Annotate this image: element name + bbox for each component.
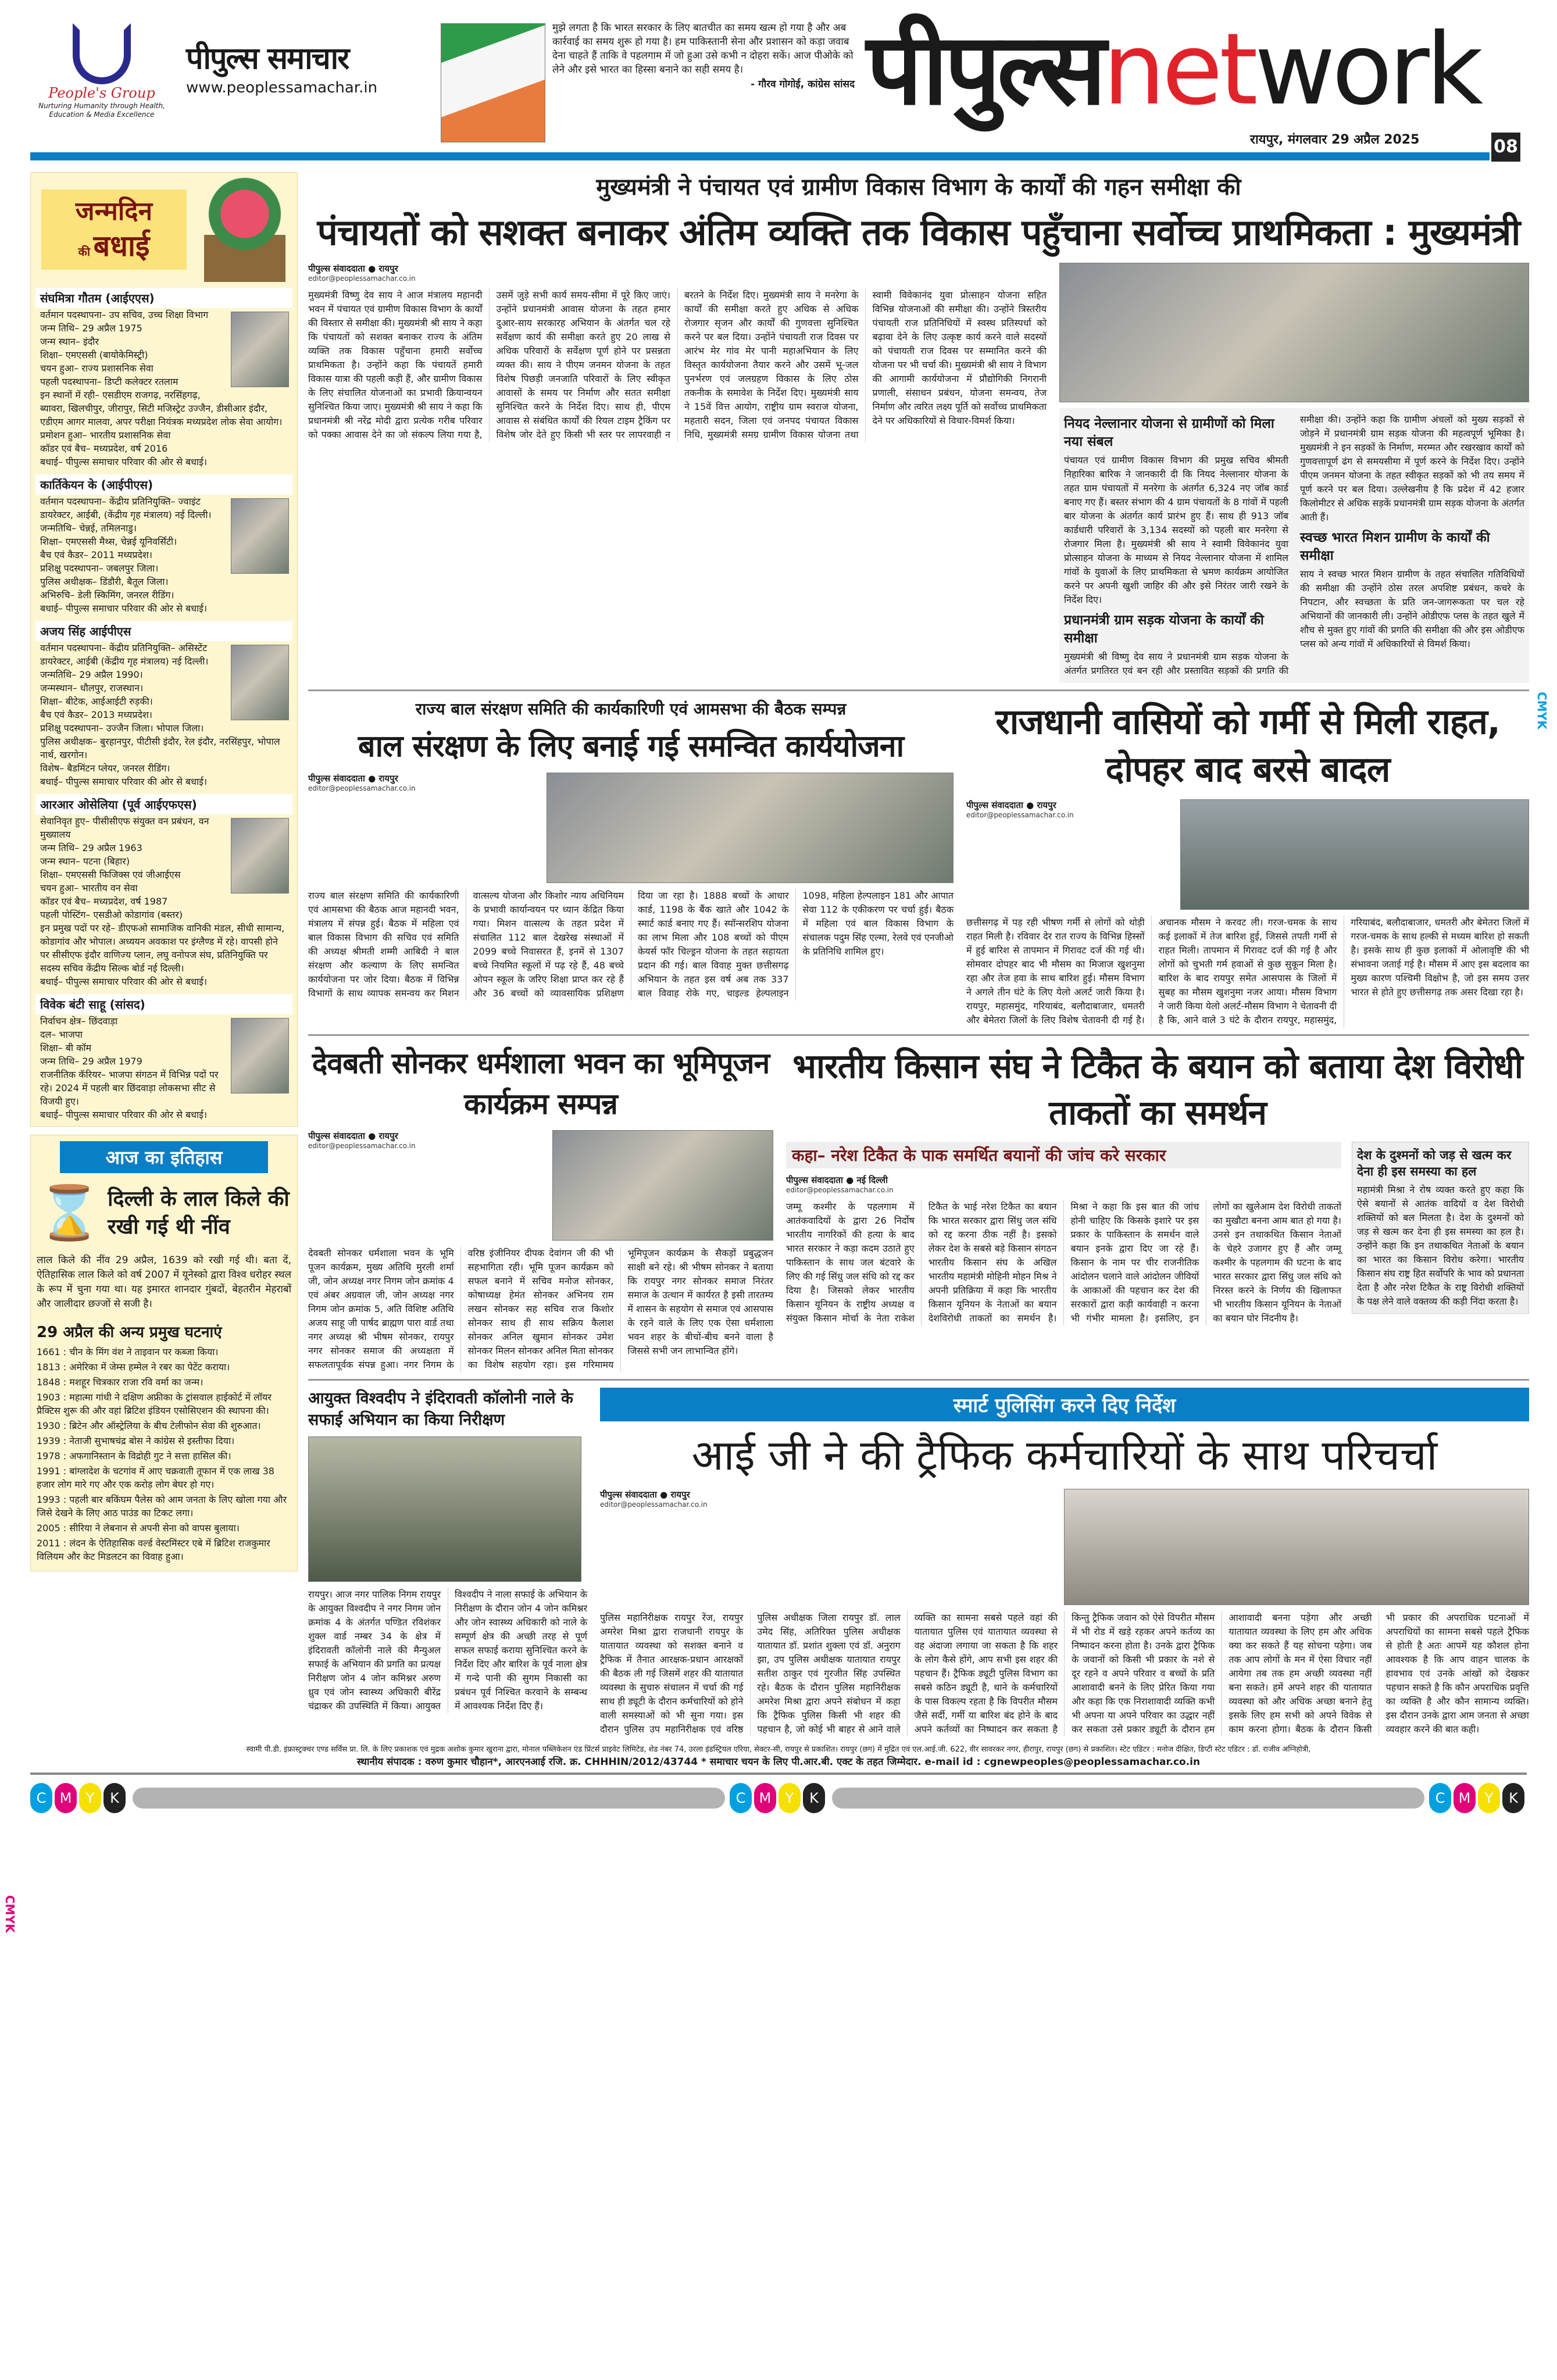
side-cmyk-mark: CMYK bbox=[3, 1895, 17, 1933]
birthday-entry bbox=[35, 288, 292, 469]
birthday-detail: जन्म स्थान– पटना (बिहार) bbox=[40, 856, 130, 867]
cmyk-dot-k: K bbox=[803, 1783, 825, 1813]
history-event: 1993 : पहली बार बकिंघम पैलेस को आम जनता के लिए खोला गया और जिसे देखने के लिए आठ पाउंड का टिकट लगा। bbox=[37, 1494, 287, 1518]
birthday-person-name: अजय सिंह आईपीएस bbox=[35, 621, 292, 641]
side-cmyk-mark: CMYK bbox=[1535, 692, 1549, 730]
flower-basket-image bbox=[204, 177, 285, 282]
cmyk-dot-m: M bbox=[754, 1783, 776, 1813]
birthday-detail: बधाई– पीपुल्स समाचार परिवार की ओर से बधाई। bbox=[40, 776, 208, 787]
lead-byline-block bbox=[308, 263, 1047, 283]
birthday-title-bottom: बधाई bbox=[93, 229, 150, 263]
masthead-work: work bbox=[1254, 12, 1480, 127]
birthday-detail: प्रशिक्षु पदस्थापना– उज्जैन जिला। भोपाल जिला। bbox=[40, 723, 204, 734]
kisan-side-text: महामंत्री मिश्रा ने रोष व्यक्त करते हुए कहा कि ऐसे बयानों से आतंक वादियों व देश विरोधी शक्तियों को बल मिलता है। देश के दुश्मनों को जड़ से खत्म कर देना ही इस समस्या का हल है। उन्होंने कहा कि इन तथाकथित नेताओं के बयान का भारत का किसान विरोध करेगा। भारतीय किसान संघ राष्ट्र हित सर्वोपरि के भाव को प्रधानता देता है और नरेश टिकैत के राष्ट्र विरोधी शक्तियों के पक्ष लेने वाले वक्तव्य की कड़ी निंदा करता है। bbox=[1357, 1184, 1524, 1307]
birthday-detail: इन स्थानों में रही– एसडीएम राजगढ़, नरसिंहगढ़, ब्यावरा, खिलचीपुर, जीरापुर, सिटी मजिस्ट्रेट उज्जैन, डीसीआर इंदौर, एडीएम आगर मालवा, अपर परीक्षा नियंत्रक मध्यप्रदेश लोक सेवा आयोग। bbox=[40, 389, 283, 427]
history-event: 2011 : लंदन के ऐतिहासिक वर्ल्ड वेस्टमिंस्टर एबे में ब्रिटिश राजकुमार विलियम और केट मिडलटन का विवाह हुआ। bbox=[37, 1538, 270, 1562]
child-protection-story bbox=[308, 698, 954, 1000]
child-byline: पीपुल्स संवाददाता ● रायपुर bbox=[308, 773, 398, 784]
cmyk-dot-y: Y bbox=[79, 1783, 101, 1813]
weather-headline: राजधानी वासियों को गर्मी से मिली राहत, दोपहर बाद बरसे बादल bbox=[995, 702, 1500, 790]
birthday-person-photo bbox=[231, 645, 289, 720]
lead-headline: पंचायतों को सशक्त बनाकर अंतिम व्यक्ति तक विकास पहुँचाना सर्वोच्च प्राथमिकता : मुख्यमंत्री bbox=[317, 211, 1520, 253]
history-column bbox=[30, 1135, 298, 1571]
birthday-list bbox=[35, 288, 292, 1121]
dharamshala-byline: पीपुल्स संवाददाता ● रायपुर bbox=[308, 1131, 398, 1141]
birthday-detail: शिक्षा– बीटेक, आईआईटी रुड़की। bbox=[40, 696, 153, 707]
history-event: 1991 : बांग्लादेश के चटगांव में आए चक्रवाती तूफान में एक लाख 38 हजार लोग मारे गए और एक करोड़ लोग बेघर हो गए। bbox=[37, 1466, 274, 1490]
row-2 bbox=[308, 698, 1529, 1027]
lead-content bbox=[308, 263, 1529, 682]
lead-story bbox=[308, 172, 1529, 682]
quote-author: - गौरव गोगोई, कांग्रेस सांसद bbox=[751, 78, 855, 90]
footer bbox=[0, 1736, 1557, 1821]
birthday-person-photo bbox=[231, 498, 289, 574]
birthday-person-name: संघमित्रा गौतम (आईएएस) bbox=[35, 288, 292, 308]
birthday-person-name: विवेक बंटी साहू (सांसद) bbox=[35, 994, 292, 1014]
sidebar-text: मुख्यमंत्री श्री विष्णु देव साय ने प्रधानमंत्री ग्राम सड़क योजना के अंतर्गत प्रगतिरत एवं बन रही और प्रस्तावित सड़कों की प्रगति की समीक्षा की। उन्होंने कहा कि ग्रामीण अंचलों को मुख्य सड़कों से जोड़ने में प्रधानमंत्री ग्राम सड़क योजना की महत्वपूर्ण भूमिका है। मुख्यमंत्री ने इन सड़कों के निर्माण, मरम्मत और रखरखाव कार्यों को गुणवत्तापूर्ण ढंग से समयसीमा में पूर्ण करने के निर्देश दिए। उन्होंने पीएम जनमन योजना के तहत स्वीकृत सड़कों को भी तय समय में पूर्ण करने पर बल दिया। उल्लेखनीय है कि प्रदेश में 42 हजार किलोमीटर से अधिक सड़कें प्रधानमंत्री ग्राम सड़क योजना के अंतर्गत आती हैं। bbox=[1064, 414, 1524, 676]
birthday-detail: निर्वाचन क्षेत्र– छिंदवाड़ा bbox=[40, 1016, 118, 1027]
divider bbox=[308, 689, 1529, 691]
cmyk-dot-k: K bbox=[1502, 1783, 1524, 1813]
dharamshala-body: देवबती सोनकर धर्मशाला भवन के भूमि पूजन कार्यक्रम, मुख्य अतिथि मुरली शर्मा जी, जोन अध्यक्ष नगर निगम जोन क्रमांक 4 एवं अंबर अग्रवाल जी, जोन अध्यक्ष नगर निगम जोन क्रमांक 5, अति विशिष्ट अतिथि अजय साहू जी पार्षद ब्राह्मण पारा वार्ड तथा नगर अध्यक्ष श्री भीषम सोनकर, रायपुर नगर सोनकर समाज की अध्यक्षता में सफलतापूर्वक संपन्न हुआ। नगर निगम के वरिष्ठ इंजीनियर दीपक देवांगन जी की भी सहभागिता रही। भूमि पूजन कार्यक्रम को सफल बनाने में सचिव मनोज सोनकर, कोषाध्यक्ष हेमंत सोनकर अभिनय राम लखन सोनकर सह सचिव राज किशोर सोनकर साथ ही साथ सक्रिय कैलाश सोनकर अनिल खुमान सोनकर उमेश सोनकर मिलन सोनकर अनिल मिता सोनकर का विशेष सहयोग रहा। इस गरिमामय भूमिपूजन कार्यक्रम के सैकड़ों प्रबुद्धजन साक्षी बने रहे। श्री भीषम सोनकर ने बताया कि रायपुर नगर सोनकर समाज निरंतर समाज के उत्थान में कार्यरत है इसी तारतम्य में शासन के सहयोग से समाज एवं आसपास के रहने वाले के लिए एक ऐसा धर्मशाला भवन शहर के बीचों-बीच बनने वाला है जिससे सभी जन लाभान्वित होंगे। bbox=[308, 1248, 773, 1370]
history-event: 1813 : अमेरिका में जेम्स हम्मेल ने रबर का पेटेंट कराया। bbox=[37, 1361, 230, 1373]
samachar-url[interactable]: www.peoplessamachar.in bbox=[186, 79, 378, 97]
dharamshala-email: editor@peoplessamachar.co.in bbox=[308, 1142, 416, 1150]
birthday-detail: जन्म तिथि– 29 अप्रैल 1979 bbox=[40, 1056, 142, 1067]
kisan-main-block bbox=[786, 1142, 1341, 1325]
left-column bbox=[30, 172, 298, 1571]
samachar-logo-text: पीपुल्स समाचार bbox=[186, 41, 349, 76]
events-list bbox=[37, 1345, 291, 1563]
birthday-detail: दल– भाजपा bbox=[40, 1029, 83, 1040]
kisan-headline: भारतीय किसान संघ ने टिकैत के बयान को बताया देश विरोधी ताकतों का समर्थन bbox=[792, 1046, 1523, 1132]
child-byline-block bbox=[308, 773, 416, 792]
birthday-detail: बधाई– पीपुल्स समाचार परिवार की ओर से बधाई। bbox=[40, 1109, 208, 1120]
birthday-person-name: कार्तिकेयन के (आईपीएस) bbox=[35, 474, 292, 495]
police-headline: आई जी ने की ट्रैफिक कर्मचारियों के साथ परिचर्चा bbox=[691, 1431, 1438, 1480]
history-event: 1661 : चीन के मिंग वंश ने ताइवान पर कब्जा किया। bbox=[37, 1346, 219, 1357]
birthday-entry bbox=[35, 794, 292, 988]
police-byline: पीपुल्स संवाददाता ● रायपुर bbox=[600, 1489, 690, 1500]
birthday-detail: बधाई– पीपुल्स समाचार परिवार की ओर से बधाई। bbox=[40, 603, 208, 614]
dateline: रायपुर, मंगलवार 29 अप्रैल 2025 bbox=[1250, 133, 1420, 147]
dharamshala-headline: देवबती सोनकर धर्मशाला भवन का भूमिपूजन कार्यक्रम सम्पन्न bbox=[312, 1046, 770, 1121]
birthday-entry bbox=[35, 994, 292, 1121]
divider bbox=[308, 1034, 1529, 1036]
weather-body: छत्तीसगढ़ में पड़ रही भीषण गर्मी से लोगों को थोड़ी राहत मिली है। रविवार देर रात राज्य के विभिन्न हिस्सों में हुई बारिश से तापमान में गिरावट दर्ज की गई थी। सोमवार दोपहर बाद भी मौसम का मिजाज खुशनुमा रहा और तेज हवा के साथ बारिश हुई। मौसम विभाग ने अगले तीन घंटे के लिए येलो अलर्ट जारी किया है। रायपुर, महासमुंद, गरियाबंद, बलौदाबाजार, धमतरी और बेमेतरा जिलों के लिए विशेष चेतावनी दी गई है। अचानक मौसम ने करवट ली। गरज-चमक के साथ कई इलाकों में तेज बारिश हुई, जिससे तपती गर्मी से राहत मिली। तापमान में गिरावट दर्ज की गई है और लोगों को चुभती गर्म हवाओं से कुछ सुकून मिला है। बारिश के बाद रायपुर समेत आसपास के जिलों में सुबह का मौसम खुशनुमा नजर आया। मौसम विभाग ने जारी किया येलो अलर्ट-मौसम विभाग ने चेतावनी दी है कि, आने वाले 3 घंटे के दौरान रायपुर, महासमुंद, गरियाबंद, बलौदाबाजार, धमतरी और बेमेतरा जिलों में गरज-चमक के साथ हल्की से मध्यम बारिश हो सकती है। इसके साथ ही कुछ इलाकों में ओलावृष्टि की भी संभावना जताई गई है। मौसम में आए इस बदलाव का मुख्य कारण पश्चिमी विक्षोभ है, जो इस समय उत्तर भारत से होते हुए छत्तीसगढ़ तक असर दिखा रहा है। bbox=[966, 917, 1529, 1025]
birthday-detail: इन प्रमुख पदों पर रहे– डीएफओ सामाजिक वानिकी मंडल, सीधी सामान्य, कोडागांव और भोपाल। अध्ययन अवकाश पर इंग्लैण्ड में रहे। वापसी होने पर सीसीएफ इंदौर वाणिज्य प्लान, लघु वनोपज संघ, प्रतिनियुक्ति पर सदस्य सचिव केंद्रीय सिल्क बोर्ड नई दिल्ली। bbox=[40, 923, 285, 974]
weather-byline: पीपुल्स संवाददाता ● रायपुर bbox=[966, 800, 1056, 810]
cmyk-dot-k: K bbox=[103, 1783, 126, 1813]
kisan-content bbox=[786, 1142, 1529, 1325]
kisan-side-box bbox=[1352, 1142, 1529, 1314]
nala-inspection-photo bbox=[308, 1436, 581, 1582]
birthday-person-photo bbox=[231, 818, 289, 894]
group-tagline: Nurturing Humanity through Health, Education & Media Excellence bbox=[38, 102, 165, 119]
birthday-detail: प्रशिक्षु पदस्थापना– जबलपुर जिला। bbox=[40, 563, 159, 574]
quote-text: मुझे लगता है कि भारत सरकार के लिए बातचीत का समय खत्म हो गया है और अब कार्रवाई का समय शुरू हो गया है। हम पाकिस्तानी सेना और प्रशासन को कड़ा जवाब देना चाहते हैं ताकि वे पहलगाम में जो हुआ उसे कभी न दोहरा सकें। आज पीओके को लेने और इसे भारत का हिस्सा बनाने का सही समय है। bbox=[552, 22, 854, 76]
birthday-detail: पहली पोस्टिंग– एसडीओ कोडागांव (बस्तर) bbox=[40, 909, 183, 920]
birthday-detail: जन्मस्थान– धौलपुर, राजस्थान। bbox=[40, 682, 144, 694]
lead-email: editor@peoplessamachar.co.in bbox=[308, 274, 416, 283]
birthday-detail: बैच एवं कैडर– 2013 मध्यप्रदेश। bbox=[40, 709, 152, 720]
sidebar-text: पंचायत एवं ग्रामीण विकास विभाग की प्रमुख सचिव श्रीमती निहारिका बारिक ने जानकारी दी कि नियद नेल्लानार योजना के तहत ग्राम पंचायतों में मनरेगा के अंतर्गत 6,324 नए जॉब कार्ड बनाए गए हैं। बस्तर संभाग की 4 ग्राम पंचायतों के 8 गांवों में पहली बार योजना के अंतर्गत कार्य प्रारंभ हुए हैं। साथ ही 913 जॉब कार्डधारी परिवारों के 3,134 सदस्यों को पहली बार मनरेगा से रोजगार मिला है। मुख्यमंत्री श्री साय ने स्वामी विवेकानंद युवा प्रोत्साहन योजना के माध्यम से नियद नेल्लानार योजना में शामिल गांवों के युवाओं के लिए प्राथमिकता से भ्रमण कार्यक्रम आयोजित करने पर अपनी खुशी जाहिर की और इसे निरंतर जारी रखने के निर्देश दिए। bbox=[1064, 455, 1288, 605]
divider bbox=[308, 1379, 1529, 1381]
police-kicker: स्मार्ट पुलिसिंग करने दिए निर्देश bbox=[600, 1388, 1529, 1421]
footer-rule bbox=[30, 1773, 1527, 1775]
birthday-detail: कॉडर एवं बैच– मध्यप्रदेश, वर्ष 2016 bbox=[40, 443, 168, 454]
cmyk-dot-c: C bbox=[1429, 1783, 1451, 1813]
birthday-detail: पहली पदस्थापना– डिप्टी कलेक्टर रतलाम bbox=[40, 376, 178, 387]
birthday-detail: बधाई– पीपुल्स समाचार परिवार की ओर से बधाई। bbox=[40, 456, 208, 467]
history-headline: दिल्ली के लाल किले की रखी गई थी नींव bbox=[108, 1187, 290, 1239]
dharamshala-story bbox=[308, 1043, 773, 1372]
ig-meeting-photo bbox=[1064, 1489, 1529, 1605]
registration-gray-bar bbox=[832, 1788, 1424, 1809]
events-title: 29 अप्रैल की अन्य प्रमुख घटनाएं bbox=[37, 1324, 222, 1341]
bhoomipujan-photo bbox=[552, 1130, 773, 1241]
birthday-detail: वर्तमान पदस्थापना– उप सचिव, उच्च शिक्षा विभाग bbox=[40, 309, 209, 320]
hourglass-icon: ⌛ bbox=[37, 1182, 102, 1243]
row-3 bbox=[308, 1043, 1529, 1372]
lead-right-block bbox=[1059, 263, 1529, 682]
birthday-detail: राजनीतिक कॅरियर– भाजपा संगठन में विभिन्न पदों पर रहे। 2024 में पहली बार छिंदवाड़ा लोकसभा सीट से विजयी हुए। bbox=[40, 1069, 219, 1107]
rain-street-photo bbox=[1180, 799, 1529, 910]
history-event: 1848 : मशहूर चित्रकार राजा रवि वर्मा का जन्म। bbox=[37, 1377, 203, 1388]
lead-byline: पीपुल्स संवाददाता ● रायपुर bbox=[308, 263, 398, 274]
commissioner-headline: आयुक्त विश्वदीप ने इंदिरावती कॉलोनी नाले के सफाई अभियान का किया निरीक्षण bbox=[308, 1389, 573, 1429]
birthday-detail: विशेष– बैडमिंटन प्लेयर, जनरल रीडिंग। bbox=[40, 763, 170, 774]
birthday-detail: पुलिस अधीक्षक– बुरहानपुर, पीटीसी इंदौर, रेल इंदौर, नरसिंहपुर, भोपाल नार्थ, खरगोन। bbox=[40, 736, 280, 760]
birthday-detail: शिक्षा– एमएससी मैथ्स, चेन्नई यूनिवर्सिटी। bbox=[40, 536, 177, 547]
birthday-entry bbox=[35, 621, 292, 788]
history-event: 1978 : अफगानिस्तान के विद्रोही गुट ने सत्ता हासिल की। bbox=[37, 1450, 231, 1461]
history-event: 1930 : ब्रिटेन और ऑस्ट्रेलिया के बीच टेलीफोन सेवा की शुरुआत। bbox=[37, 1420, 261, 1431]
history-event: 1903 : महात्मा गांधी ने दक्षिण अफ्रीका के ट्रांसवाल हाईकोर्ट में लॉयर प्रैक्टिस शुरू की और वहां ब्रिटिश इंडियन एसोसिएशन की स्थापना की। bbox=[37, 1392, 272, 1416]
sidebar-heading: नियद नेल्लानार योजना से ग्रामीणों को मिला नया संबल bbox=[1064, 416, 1274, 449]
kisan-side-heading: देश के दुश्मनों को जड़ से खत्म कर देना ही इस समस्या का हल bbox=[1357, 1148, 1512, 1178]
masthead-net: net bbox=[1102, 12, 1255, 127]
lead-kicker: मुख्यमंत्री ने पंचायत एवं ग्रामीण विकास विभाग के कार्यों की गहन समीक्षा की bbox=[596, 174, 1241, 201]
birthday-title-top: जन्मदिन bbox=[75, 196, 153, 226]
dharamshala-byline-block bbox=[308, 1130, 416, 1150]
birthday-detail: जन्म स्थान– इंदौर bbox=[40, 336, 99, 347]
birthday-detail: जन्म तिथि– 29 अप्रैल 1963 bbox=[40, 842, 142, 853]
cmyk-dot-y: Y bbox=[1478, 1783, 1500, 1813]
cmyk-registration-bar bbox=[30, 1781, 1527, 1816]
child-kicker: राज्य बाल संरक्षण समिति की कार्यकारिणी एवं आमसभा की बैठक सम्पन्न bbox=[415, 699, 847, 719]
kisan-story bbox=[786, 1043, 1529, 1325]
birthday-person-name: आरआर ओसेलिया (पूर्व आईएफएस) bbox=[35, 794, 292, 814]
masthead-hindi: पीपुल्स bbox=[866, 12, 1103, 127]
weather-story bbox=[966, 698, 1529, 1027]
police-byline-block bbox=[600, 1489, 708, 1509]
child-meta bbox=[308, 773, 954, 883]
lead-body: मुख्यमंत्री विष्णु देव साय ने आज मंत्रालय महानदी भवन में पंचायत एवं ग्रामीण विकास विभाग के कार्यों की विस्तार से समीक्षा की। मुख्यमंत्री श्री साय ने कहा कि पंचायतों को सशक्त बनाकर राज्य के अंतिम व्यक्ति तक विकास पहुँचाना हमारी सर्वोच्च प्राथमिकता है। उन्होंने कहा कि पंचायतें हमारी विकास यात्रा की पहली कड़ी हैं, और ग्रामीण विकास के लिए संचालित योजनाओं का प्रभावी क्रियान्वयन सुनिश्चित किया जाए। मुख्यमंत्री श्री साय ने कहा कि प्रधानमंत्री श्री नरेंद्र मोदी द्वारा प्रत्येक गरीब परिवार को पक्का आवास देने का जो संकल्प लिया गया है, उसमें जुड़े सभी कार्य समय-सीमा में पूरे किए जाएं। उन्होंने प्रधानमंत्री आवास योजना के तहत हमार दुआर-साय सरकारह अभियान के अंतर्गत चल रहे सर्वेक्षण कार्य की समीक्षा करते हुए 20 लाख से अधिक परिवारों के सर्वेक्षण पूर्ण होने पर प्रसन्नता व्यक्त की। साय ने पीएम जनमन योजना के तहत विशेष पिछड़ी जनजाति परिवारों के लिए स्वीकृत आवासों के समय पर निर्माण और सतत समीक्षा सुनिश्चित करने के निर्देश दिए। साथ ही, पीएम आवास से संबंधित कार्यों की रियल टाइम ट्रैकिंग पर विशेष जोर देते हुए किसी भी स्तर पर लापरवाही न बरतने के निर्देश दिए। मुख्यमंत्री साय ने मनरेगा के कार्यों की समीक्षा करते हुए अधिक से अधिक रोजगार सृजन और कार्यों की गुणवत्ता सुनिश्चित करने पर बल दिया। उन्होंने पंचायती राज दिवस पर आरंभ मेर गांव मेर पानी महाअभियान के लिए विस्तृत कार्ययोजना तैयार करने और उसमें भू-जल पुनर्भरण एवं जलग्रहण विकास के लिए ठोस तकनीक के समावेश के निर्देश दिए। मुख्यमंत्री साय ने 15वें वित्त आयोग, राष्ट्रीय ग्राम स्वराज योजना, महतारी सदन, जिला एवं जनपद पंचायत विकास निधि, मुख्यमंत्री समग्र ग्रामीण विकास योजना तथा स्वामी विवेकानंद युवा प्रोत्साहन योजना सहित विभिन्न योजनाओं की समीक्षा की। उन्होंने त्रिस्तरीय पंचायती राज प्रतिनिधियों में स्वस्थ प्रतिस्पर्धा को बढ़ावा देने के लिए उत्कृष्ट कार्य करने वाले सदस्यों को पंचायती राज दिवस पर सम्मानित करने की योजना पर भी चर्चा की। मुख्यमंत्री श्री साय ने विभाग की आगामी कार्ययोजना में प्रौद्योगिकी निगरानी प्रणाली, संसाधन प्रबंधन, योजना समन्वय, तेज निर्माण और त्वरित लक्ष्य पूर्ति को सर्वोच्च प्राथमिकता देने पर अधिकारियों से विचार-विमर्श किया। bbox=[308, 290, 1047, 440]
birthday-detail: जन्म तिथि– 29 अप्रैल 1975 bbox=[40, 323, 142, 334]
child-email: editor@peoplessamachar.co.in bbox=[308, 784, 416, 792]
kisan-byline-block bbox=[786, 1174, 1341, 1194]
birthday-detail: चयन हुआ– राज्य प्रशासनिक सेवा bbox=[40, 363, 153, 374]
birthday-detail: शिक्षा– एमएससी (बायोकेमिस्ट्री) bbox=[40, 349, 148, 360]
police-email: editor@peoplessamachar.co.in bbox=[600, 1500, 708, 1509]
birthday-detail: पुलिस अधीक्षक– डिंडौरी, बैतूल जिला। bbox=[40, 576, 169, 587]
lead-sidebar bbox=[1059, 408, 1529, 682]
history-title: आज का इतिहास bbox=[60, 1141, 268, 1173]
footer-registration: स्थानीय संपादक : वरुण कुमार चौहान*, आरएनआई रजि. क्र. CHHHIN/2012/43744 * समाचार चयन के लिए पी.आर.बी. एक्ट के तहत जिम्मेदार. e-mail id : cgnewpeoples@peoplessamachar.co.in bbox=[356, 1756, 1201, 1768]
birthday-detail: बैच एवं कैडर– 2011 मध्यप्रदेश। bbox=[40, 549, 152, 560]
dharamshala-meta bbox=[308, 1130, 773, 1241]
history-body: लाल किले की नींव 29 अप्रैल, 1639 को रखी गई थी। बता दें, ऐतिहासिक लाल किले को वर्ष 2007 में यूनेस्को द्वारा विश्व धरोहर स्थल के रूप में चुना गया था। यह इमारत शानदार गुंबदों, बेहतरीन मेहराबों और जालीदार छज्जों से सजी है। bbox=[37, 1255, 291, 1310]
birthday-title-mid: की bbox=[78, 245, 91, 259]
child-meeting-photo bbox=[547, 773, 954, 883]
commissioner-body: रायपुर। आज नगर पालिक निगम रायपुर के आयुक्त विश्वदीप ने नगर निगम जोन क्रमांक 4 के अंतर्गत पण्डित रविशंकर शुक्ल वार्ड नम्बर 34 के क्षेत्र में इंदिरावती कॉलोनी नाले की मैन्युअल सफाई के अभियान की प्रगति का प्रत्यक्ष निरीक्षण जोन 4 जोन कमिश्नर अरुण ध्रुव एवं जोन स्वास्थ्य अधिकारी बीरेंद्र चंद्राकर की उपस्थिति में किया। आयुक्त विश्वदीप ने नाला सफाई के अभियान के निरीक्षण के दौरान जोन 4 जोन कमिश्नर और जोन स्वास्थ्य अधिकारी को नाले के सम्पूर्ण क्षेत्र की अच्छी तरह से पूर्ण सफल सफाई कराया सुनिश्चित करने के निर्देश दिए और बारिश के पूर्व नाला क्षेत्र में गन्दे पानी की सुगम निकासी का प्रबंधन पूर्व निश्चित करवाने के सम्बन्ध में आवश्यक निर्देश दिए हैं। bbox=[308, 1589, 587, 1711]
kisan-subhead: कहा– नरेश टिकैत के पाक समर्थित बयानों की जांच करे सरकार bbox=[786, 1142, 1341, 1168]
sidebar-heading: स्वच्छ भारत मिशन ग्रामीण के कार्यों की समीक्षा bbox=[1300, 530, 1490, 563]
weather-byline-block bbox=[966, 799, 1074, 819]
weather-email: editor@peoplessamachar.co.in bbox=[966, 811, 1074, 819]
cmyk-dot-m: M bbox=[1454, 1783, 1476, 1813]
birthday-person-photo bbox=[231, 1018, 289, 1093]
footer-imprint: स्वामी पी.डी. इंफ्रास्ट्रक्चर एण्ड सर्विस प्रा. लि. के लिए प्रकाशक एवं मुद्रक अशोक कुमार खुराना द्वारा, मोनाल पब्लिकेशन एंड प्रिंटर्स प्राइवेट लिमिटेड, शेड नंबर 74, उरला इंडस्ट्रियल एरिया, सेक्टर-सी, रायपुर से प्रकाशित। रायपुर (छग) में मुद्रित एवं एल.आई.जी. 622, वीर सावरकर नगर, हीरापुर, रायपुर (छग) से प्रकाशित। स्टेट एडिटर : मनोज दीक्षित, डिप्टी स्टेट एडिटर : डॉ. राजीव अग्निहोत्री, bbox=[246, 1745, 1311, 1754]
birthday-detail: वर्तमान पदस्थापना– केंद्रीय प्रतिनियुक्ति– असिस्टेंट डायरेक्टर, आईबी (केंद्रीय गृह मंत्रालय) नई दिल्ली। bbox=[40, 642, 209, 667]
birthday-entry bbox=[35, 474, 292, 615]
page-number: 08 bbox=[1491, 133, 1520, 162]
police-body: पुलिस महानिरीक्षक रायपुर रेंज, रायपुर अमरेश मिश्रा द्वारा राजधानी रायपुर के यातायात व्यवस्था को सशक्त बनाने व ट्रैफिक में तैनात आरक्षक-प्रधान आरक्षकों की बैठक ली गई जिसमें शहर की यातायात व्यवस्था के सुचारु संचालन में चर्चा की गई साथ ही ड्यूटी के दौरान कर्मचारियों को होने वाली समस्याओं को भी सुना गया। इस दौरान पुलिस उप महानिरीक्षक एवं वरिष्ठ पुलिस अधीक्षक जिला रायपुर डॉ. लाल उमेद सिंह, अतिरिक्त पुलिस अधीक्षक यातायात डॉ. प्रशांत शुक्ला एवं डॉ. अनुराग झा, उप पुलिस अधीक्षक यातायात रायपुर सतीश ठाकुर एवं गुरजीत सिंह उपस्थित रहे। बैठक के दौरान पुलिस महानिरीक्षक अमरेश मिश्रा द्वारा अपने संबोधन में कहा कि ट्रैफिक पुलिस किसी भी शहर की पहचान है, जो कोई भी बाहर से आने वाले व्यक्ति का सामना सबसे पहले वहां की यातायात पुलिस एवं यातायात व्यवस्था से वह अंदाजा लगाया जा सकता है कि शहर के लोग कैसे होंगे, आप सभी इस शहर की पहचान हैं। ट्रैफिक ड्यूटी पुलिस विभाग का सबसे कठिन ड्यूटी है, थाने के कर्मचारियों के पास विकल्प रहता है कि विपरीत मौसम जैसे सर्दी, गर्मी या बारिश बंद होने के बाद अपने कर्तव्यों का निष्पादन कर सकता है किन्तु ट्रैफिक जवान को ऐसे विपरीत मौसम में भी रोड में खड़े रहकर अपने कर्तव्य का निष्पादन करना होता है। उनके द्वारा ट्रैफिक के जवानों को किसी भी प्रकार के नशे से दूर रहने व अपने परिवार व बच्चों के प्रति आशावादी बनने के लिए प्रेरित किया गया और कहा कि एक निराशावादी व्यक्ति कभी भी अपना या अपने परिवार का उद्धार नहीं कर सकता उसे प्रकार ड्यूटी के दौरान हम आशावादी बनना पड़ेगा और अच्छी यातायात व्यवस्था के लिए हम और अधिक क्या कर सकते हैं यह सोचना पड़ेगा। जब तक आप लोगों के मन में ऐसा विचार नहीं आयेगा तब तक हम अच्छी व्यवस्था नहीं बना सकते। हमें अपने शहर की यातायात व्यवस्था को और अधिक अच्छा बनाने हेतु इसके लिए हम सभी को अपने विवेक से काम करना होगा। बैठक के दौरान किसी भी प्रकार की अपराधिक घटनाओं में अपराधियों का सामना सबसे पहले ट्रैफिक से होती है अतः आपमें यह कौशल होना आवश्यक है कि आप वाहन चालक के हावभाव एवं उनके आंखों को देखकर पहचान सकते है कि कौन अपराधिक प्रवृत्ति का व्यक्ति है और कौन सामान्य व्यक्ति। इस दौरान उनके द्वारा आम जनता से अच्छा व्यवहार करने की बात कही। bbox=[600, 1612, 1529, 1735]
lead-meeting-photo bbox=[1059, 263, 1529, 402]
birthday-detail: कॉडर एवं बैच– मध्यप्रदेश, वर्ष 1987 bbox=[40, 896, 168, 907]
child-headline: बाल संरक्षण के लिए बनाई गई समन्वित कार्ययोजना bbox=[358, 729, 904, 764]
kisan-body: जम्मू कश्मीर के पहलगाम में आतंकवादियों के द्वारा 26 निर्दोष भारतीय नागरिकों की हत्या के बाद भारत सरकार ने कड़ा कदम उठाते हुए पाकिस्तान के साथ जल बंटवारे के लिए की गई सिंधु जल संधि को रद्द कर दिया है। जिसको लेकर भारतीय किसान यूनियन के राष्ट्रीय अध्यक्ष व संयुक्त किसान मोर्चा के नेता राकेश टिकैत के भाई नरेश टिकैत का बयान कि भारत सरकार द्वारा सिंधु जल संधि को रद्द करना ठीक नहीं है। इसको लेकर देश के सबसे बड़े किसान संगठन भारतीय किसान संघ के अखिल भारतीय महामंत्री मोहिनी मोहन मिश्र ने अपनी प्रतिक्रिया में कहा कि भारतीय किसान यूनियन के नेताओं का बयान देशविरोधी ताकतों का समर्थन है। मिश्रा ने कहा कि इस बात की जांच होनी चाहिए कि किसके इशारे पर इस प्रकार के पाकिस्तान के समर्थन वाले बयान इनके द्वारा दिए जा रहे हैं। किसान के नाम पर चीर राजनीतिक आंदोलन चलाने वाले आंदोलन जीवियों के आकाओं की पहचान कर देश की सरकारों द्वारा कड़ी कार्यवाही न करना भी गंभीर मामला है। इसलिए, इन लोगों का खुलेआम देश विरोधी ताकतों का मुखौटा बनना आम बात हो गया है। उनसे इन तथाकथित किसान नेताओं के चेहरे उजागर हुए हैं और जम्मू कश्मीर के पहलगाम की घटना के बाद भारत सरकार द्वारा सिंधु जल संधि को निरस्त करने के निर्णय की खिलाफत भी भारतीय किसान यूनियन के नेताओं का बयान घोर निंदनीय है। bbox=[786, 1201, 1341, 1324]
cmyk-dot-m: M bbox=[55, 1783, 77, 1813]
history-headline-row bbox=[37, 1181, 291, 1245]
row-4 bbox=[308, 1388, 1529, 1736]
commissioner-story bbox=[308, 1388, 587, 1713]
lead-main-block bbox=[308, 263, 1047, 442]
sidebar-heading: प्रधानमंत्री ग्राम सड़क योजना के कार्यों की समीक्षा bbox=[1064, 613, 1264, 646]
birthday-title bbox=[41, 190, 187, 270]
cmyk-dot-y: Y bbox=[779, 1783, 801, 1813]
birthday-detail: जन्मतिथि– 29 अप्रैल 1990। bbox=[40, 669, 143, 680]
child-body: राज्य बाल संरक्षण समिति की कार्यकारिणी एवं आमसभा की बैठक आज महानदी भवन, मंत्रालय में संपन्न हुई। बैठक में महिला एवं बाल विकास विभाग की सचिव एवं समिति की अध्यक्ष श्रीमती शम्मी आबिदी ने बाल संरक्षण और कल्याण के लिए समन्वित कार्ययोजना पर जोर दिया। बैठक में विभिन्न विभागों के साथ व्यापक समन्वय कर मिशन वात्सल्य योजना और किशोर न्याय अधिनियम के प्रभावी कार्यान्वयन पर ध्यान केंद्रित किया गया। मिशन वात्सल्य के तहत प्रदेश में संचालित 112 बाल देखरेख संस्थाओं में 2099 बच्चे निवासरत हैं, इनमें से 1307 बच्चे नियमित स्कूलों में पढ़ रहे हैं, 48 बच्चे ओपन स्कूल के जरिए शिक्षा प्राप्त कर रहे हैं और 36 बच्चों को व्यावसायिक प्रशिक्षण दिया जा रहा है। 1888 बच्चों के आधार कार्ड, 1198 के बैंक खाते और 1042 के स्मार्ट कार्ड बनाए गए हैं। स्पॉन्सरशिप योजना का लाभ मिला और 108 बच्चों को पीएम केयर्स फॉर चिल्ड्रन योजना के तहत सहायता प्रदान की गई। बाल विवाह मुक्त छत्तीसगढ़ अभियान के तहत इस वर्ष अब तक 337 बाल विवाह रोके गए, चाइल्ड हेल्पलाइन 1098, महिला हेल्पलाइन 181 और आपात सेवा 112 के एकीकरण पर चर्चा हुई। बैठक में महिला एवं बाल विकास विभाग के संचालक पदुम सिंह एल्मा, रेलवे एवं एनजीओ के प्रतिनिधि शामिल हुए। bbox=[308, 890, 954, 999]
kisan-email: editor@peoplessamachar.co.in bbox=[786, 1186, 894, 1194]
group-brand: People's Group bbox=[48, 85, 155, 101]
cmyk-dot-c: C bbox=[730, 1783, 752, 1813]
birthday-detail: प्रमोशन हुआ– भारतीय प्रशासनिक सेवा bbox=[40, 430, 171, 441]
sidebar-text: साय ने स्वच्छ भारत मिशन ग्रामीण के तहत संचालित गतिविधियों की समीक्षा की उन्होंने ठोस तरल अपशिष्ट प्रबंधन, कचरे के निपटान, और स्वच्छता के प्रति जन-जागरूकता पर चल रहे अभियानों की जानकारी ली। उन्होंने ओडीएफ प्लस के तहत खुले में शौच से मुक्त हुए गांवों की प्रगति की समीक्षा की और इस ओडीएफ प्लस को अन्य गांवों में अधिकारियों से विमर्श किया। bbox=[1300, 569, 1524, 649]
history-event: 1939 : नेताजी सुभाषचंद्र बोस ने कांग्रेस से इस्तीफा दिया। bbox=[37, 1435, 235, 1446]
birthday-header bbox=[35, 177, 292, 282]
birthday-detail: सेवानिवृत हुए– पीसीसीएफ संयुक्त वन प्रबंधन, वन मुख्यालय bbox=[40, 816, 209, 840]
birthday-detail: शिक्षा– एमएससी फिजिक्स एवं जीआईएस bbox=[40, 869, 181, 880]
birthday-person-photo bbox=[231, 312, 289, 387]
birthday-detail: वर्तमान पदस्थापना– केंद्रीय प्रतिनियुक्ति– ज्वाइंट डायरेक्टर, आईबी, (केंद्रीय गृह मंत्रालय) नई दिल्ली। bbox=[40, 496, 212, 520]
birthday-detail: चयन हुआ– भारतीय वन सेवा bbox=[40, 882, 138, 894]
birthday-detail: अभिरुचि– डेली स्किमिंग, जनरल रीडिंग। bbox=[40, 589, 174, 601]
birthday-detail: बधाई– पीपुल्स समाचार परिवार की ओर से बधाई। bbox=[40, 976, 208, 987]
birthday-detail: जन्मतिथि– चेन्नई, तमिलनाडु। bbox=[40, 523, 137, 534]
police-story bbox=[600, 1388, 1529, 1736]
birthday-column bbox=[30, 172, 298, 1127]
police-meta bbox=[600, 1489, 1529, 1605]
cmyk-dot-c: C bbox=[30, 1783, 52, 1813]
main-column bbox=[308, 172, 1529, 1736]
history-event: 2005 : सीरिया ने लेबनान से अपनी सेना को वापस बुलाया। bbox=[37, 1523, 240, 1534]
registration-gray-bar bbox=[133, 1788, 725, 1809]
weather-meta bbox=[966, 799, 1529, 910]
birthday-detail: शिक्षा– बी कॉम bbox=[40, 1042, 92, 1053]
kisan-byline: पीपुल्स संवाददाता ● नई दिल्ली bbox=[786, 1175, 888, 1185]
